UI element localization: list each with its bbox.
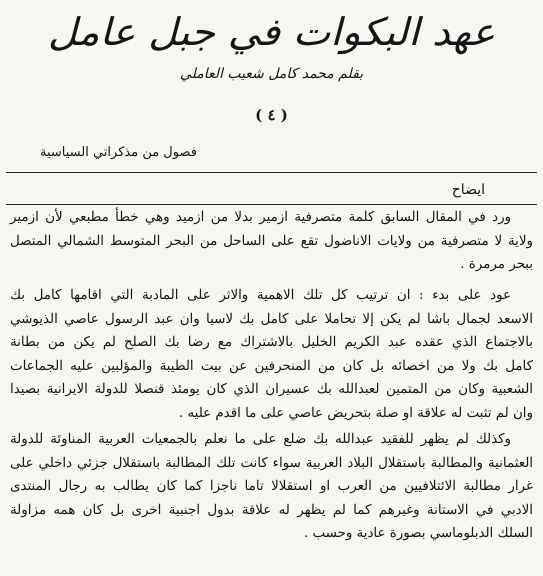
article-title: عهد البكوات في جبل عامل (47, 10, 496, 54)
paragraph-line: ببحر مرمرة . (460, 257, 533, 273)
paragraph-line: العثمانية والمطالبة باستقلال البلاد العربية سواء كانت تلك المطالبة باستقلال جزئي داخلي على (10, 455, 533, 471)
paragraph-line: ورد في المقال السابق كلمة متصرفية ازمير بدلا من ازميد وهي خطأ مطبعي لأن ازمير (10, 210, 511, 225)
paragraph-line: ولاية لا متصرفية من ولايات الاناضول تقع على الساحل من البحر المتوسط الشمالي المتصل (10, 233, 533, 249)
paragraph-line: غرار مطالبة الائتلافيين من العرب او استقلالا تاما ناجزا كما كان يطالب به رجال المنتدى (10, 479, 533, 495)
paragraph-line: وان لم تثبت له علاقة او صلة بتحريض عاصي على ما اقدم عليه . (178, 405, 533, 421)
paragraph (10, 284, 533, 426)
paragraph (10, 428, 533, 546)
top-divider (6, 172, 537, 173)
paragraph-line: الادبي في الاستانة وغيرهم كما لم يظهر له علاقة بدول اجنبية اخرى بل كان همه مزاولة (10, 502, 533, 518)
paragraph (10, 206, 533, 277)
paragraph-line: الشعبية وكان من المتمين لعبدالله بك عسيران الذي كان يومئذ قنصلا للدولة الايرانية بصيدا (10, 382, 533, 398)
paragraph-line: كامل بك ولا من اخصائه بل كان من المنحرفين عن بيت الطيبة والمؤلبين عليه الجماعات (10, 358, 533, 374)
paragraph-line: عود على بدء : ان ترتيب كل تلك الاهمية والاثر على المادبة التي اقامها كامل بك (10, 288, 511, 303)
paragraph-line: السلك الدبلوماسي بصورة عادية وحسب . (303, 526, 533, 542)
paragraph-line: بالاجتماع الذي عقده عبد الكريم الخليل بالاشتراك مع رضا بك الصلح لم يكن من بطانة (10, 335, 533, 351)
article-subtitle: فصول من مذكراتي السياسية (40, 145, 197, 160)
part-number: ( ٤ ) (255, 106, 288, 124)
section-heading: ايضاح (451, 182, 485, 198)
article-byline: بقلم محمد كامل شعيب العاملي (179, 66, 364, 82)
paragraph-line: الاسعد لجمال باشا لم يكن إلا تحاملا على كامل بك لاسيا وان عبد الرسول عاصي الذيوشي (10, 311, 533, 327)
section-divider (6, 204, 537, 205)
paragraph-line: وكذلك لم يظهر للفقيد عبدالله بك ضلع على ما نعلم بالجمعيات العربية المناوئة للدولة (10, 432, 511, 447)
